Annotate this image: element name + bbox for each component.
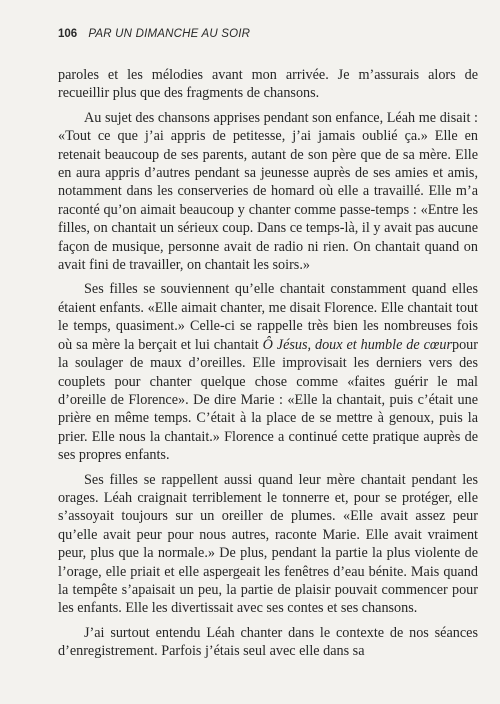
running-title: PAR UN DIMANCHE AU SOIR: [88, 28, 251, 40]
paragraph-2: Au sujet des chansons apprises pendant son enfance, Léah me disait : «Tout ce que j’ai appris de petitesse, j’ai jamais oublié ça.» Elle en retenait beaucoup de ses parents, autant de son père que de sa mère. Elle en aura appris d’autres pendant sa jeunesse auprès de ses amies et amis, notamment dans les conserveries de homard où elle a travaillé. Elle m’a raconté qu’on aimait beaucoup y chanter comme passe-temps : «Entre les filles, on chantait un sérieux coup. Dans ce temps-là, il y avait pas aucune façon de musique, personne avait de radio ni rien. On chantait quand on avait fini de travailler, on chantait les soirs.»: [58, 109, 478, 274]
body-text: [58, 66, 478, 667]
song-title: Ô Jésus, doux et humble de cœur: [262, 336, 452, 353]
paragraph-3-text-before: Ses filles se souviennent qu’elle chantait constamment quand elles étaient enfants. «Elle aimait chanter, me disait Florence. Elle chantait tout le temps, quasiment.» Celle-ci se rappelle très bien les nombreuses fois où sa mère la berçait et lui chantait: [58, 281, 478, 353]
page-number: 106: [58, 28, 78, 40]
paragraph-4: Ses filles se rappellent aussi quand leur mère chantait pendant les orages. Léah craignait terriblement le tonnerre et, pour se protéger, elle s’assoyait toujours sur un oreiller de plumes. «Elle avait assez peur qu’elle avait peur pour nous autres, raconte Marie. Elle avait vraiment peur, plus que la normale.» De plus, pendant la partie la plus violente de l’orage, elle priait et elle aspergeait les fenêtres d’eau bénite. Mais quand la tempête s’apaisait un peu, la partie de plaisir pouvait commencer pour les enfants. Elle les divertissait avec ses contes et ses chansons.: [58, 471, 478, 617]
running-header: [58, 28, 250, 40]
paragraph-3: [58, 280, 478, 464]
paragraph-5: J’ai surtout entendu Léah chanter dans le contexte de nos séances d’enregistrement. Parfois j’étais seul avec elle dans sa: [58, 624, 478, 660]
paragraph-1: paroles et les mélodies avant mon arrivée. Je m’assurais alors de recueillir plus que des fragments de chansons.: [58, 67, 478, 102]
paragraph-3-text-after: pour la soulager de maux d’oreilles. Elle improvisait les derniers vers des couplets pour chanter quelque chose comme «faites guérir le mal d’oreille de Florence». De dire Marie : «Elle la chantait, puis c’était une prière en même temps. C’était à la place de se mettre à genoux, puis la prier. Elle nous la chantait.» Florence a continué cette pratique auprès de ses propres enfants.: [58, 336, 478, 464]
